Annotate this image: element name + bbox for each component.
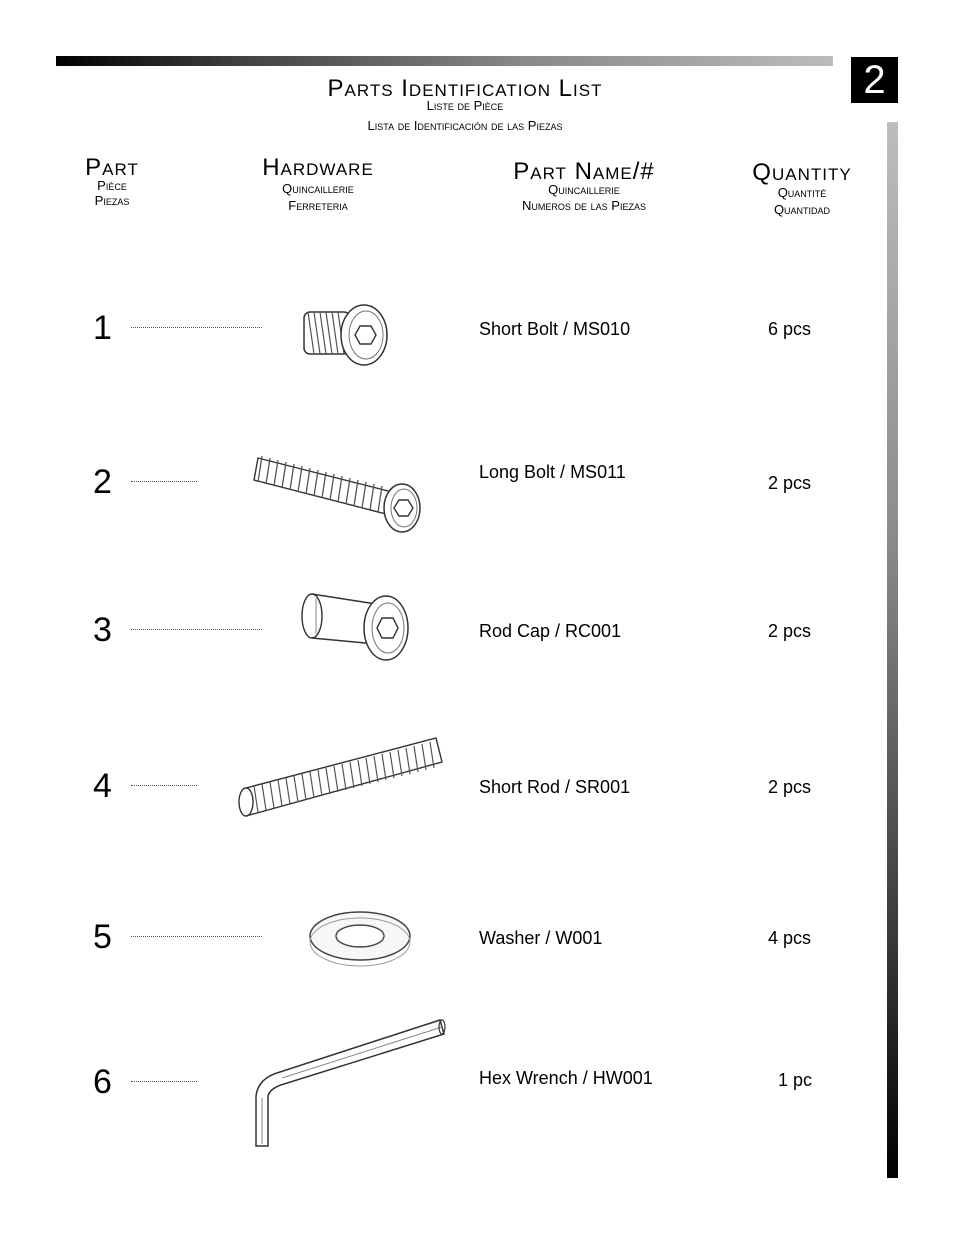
part-number-5: 5 [93, 918, 112, 956]
part-name-5: Washer / W001 [479, 928, 603, 948]
part-number-2: 2 [93, 463, 112, 501]
column-header-part-spanish: Piezas [94, 193, 130, 208]
part-number-6: 6 [93, 1063, 112, 1101]
rod-cap-icon [296, 586, 414, 666]
column-header-quantity-spanish: Quantidad [773, 202, 831, 217]
leader-line-6 [131, 1081, 197, 1082]
threaded-rod-icon [232, 730, 448, 826]
hex-wrench-icon [240, 1014, 450, 1154]
leader-line-2 [131, 481, 197, 482]
part-number-1: 1 [93, 309, 112, 347]
column-header-part-name-spanish: Numeros de las Piezas [522, 198, 646, 213]
page-title-french: Liste de Pièce [426, 98, 504, 113]
part-quantity-6: 1 pc [778, 1070, 813, 1090]
column-header-quantity-french: Quantité [777, 185, 827, 200]
column-header-hardware: Hardware [262, 154, 374, 181]
column-header-part-french: Pièce [97, 178, 127, 193]
part-number-3: 3 [93, 611, 112, 649]
short-bolt-icon [296, 298, 392, 372]
leader-line-1 [131, 327, 262, 328]
leader-line-5 [131, 936, 262, 937]
column-header-hardware-french: Quincaillerie [282, 181, 354, 196]
part-quantity-3: 2 pcs [768, 621, 812, 641]
part-name-3: Rod Cap / RC001 [479, 621, 622, 641]
page-number-badge: 2 [851, 57, 898, 103]
part-number-4: 4 [93, 767, 112, 805]
leader-line-4 [131, 785, 197, 786]
side-gradient-bar [887, 122, 898, 1178]
page-title-spanish: Lista de Identificación de las Piezas [367, 118, 563, 133]
leader-line-3 [131, 629, 262, 630]
column-header-part: Part [85, 154, 139, 181]
washer-icon [306, 906, 416, 970]
part-quantity-5: 4 pcs [768, 928, 812, 948]
page-title: Parts Identification List [327, 75, 603, 102]
part-quantity-2: 2 pcs [768, 473, 812, 493]
column-header-part-name-french: Quincaillerie [548, 182, 620, 197]
part-name-4: Short Rod / SR001 [479, 777, 631, 797]
header-gradient-bar [56, 56, 833, 66]
column-header-hardware-spanish: Ferreteria [288, 198, 348, 213]
part-quantity-1: 6 pcs [768, 319, 812, 339]
column-header-quantity: Quantity [752, 159, 852, 186]
column-header-part-name: Part Name/# [513, 158, 655, 185]
part-name-6: Hex Wrench / HW001 [479, 1068, 653, 1088]
part-quantity-4: 2 pcs [768, 777, 812, 797]
long-bolt-icon [250, 448, 426, 536]
part-name-1: Short Bolt / MS010 [479, 319, 631, 339]
part-name-2: Long Bolt / MS011 [479, 462, 626, 482]
